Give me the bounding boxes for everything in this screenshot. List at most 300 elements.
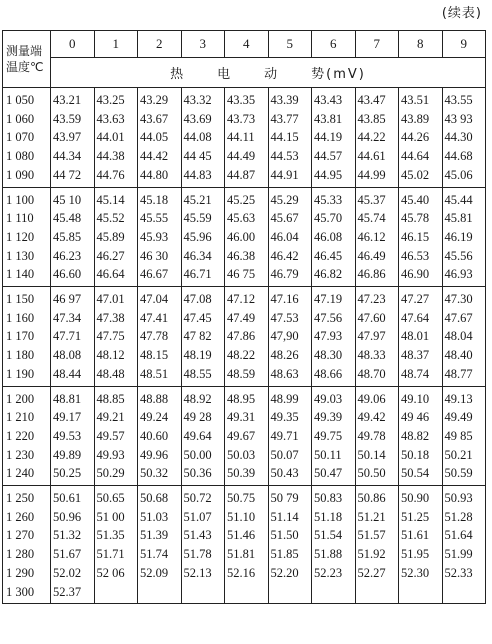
emf-value: 48.37 xyxy=(401,348,430,363)
emf-value: 51.07 xyxy=(183,509,212,524)
emf-value: 51.57 xyxy=(357,528,386,543)
emf-column-cell xyxy=(312,386,356,486)
emf-value: 45.21 xyxy=(183,192,212,207)
temperature-cell xyxy=(3,88,51,188)
emf-column-cell xyxy=(94,187,138,287)
emf-value: 47.41 xyxy=(140,310,169,325)
emf-value xyxy=(445,583,486,602)
emf-value: 52.13 xyxy=(183,565,212,580)
emf-column-cell xyxy=(51,88,95,188)
emf-value: 45.70 xyxy=(314,211,343,226)
emf-value: 43 93 xyxy=(444,111,473,126)
temperature-value: 1 110 xyxy=(6,211,34,226)
emf-value: 46.45 xyxy=(314,248,343,263)
emf-value: 47.67 xyxy=(444,310,473,325)
emf-value: 47.04 xyxy=(140,292,169,307)
emf-value: 43.55 xyxy=(444,93,473,107)
temperature-value: 1 200 xyxy=(6,391,35,406)
temperature-value: 1 070 xyxy=(6,130,35,145)
emf-value: 46.90 xyxy=(401,267,430,282)
emf-value: 51.25 xyxy=(401,509,430,524)
emf-value: 44.68 xyxy=(444,149,473,164)
emf-value: 45.85 xyxy=(53,229,82,244)
emf-value: 43.67 xyxy=(140,111,169,126)
emf-value: 46.64 xyxy=(96,267,125,282)
emf-column-cell xyxy=(442,287,486,387)
emf-value: 50.39 xyxy=(227,466,256,481)
emf-value: 49.53 xyxy=(53,428,82,443)
emf-value: 51.28 xyxy=(444,509,473,524)
emf-column-cell xyxy=(312,486,356,604)
emf-value: 50.50 xyxy=(357,466,386,481)
temperature-value: 1 250 xyxy=(6,491,35,506)
emf-value: 49.42 xyxy=(357,410,386,425)
emf-value: 51.46 xyxy=(227,528,256,543)
emf-value: 51.95 xyxy=(401,547,430,562)
emf-value: 45.06 xyxy=(444,167,473,182)
emf-value: 49.21 xyxy=(96,410,125,425)
emf-value: 48.85 xyxy=(96,391,125,406)
emf-column-cell xyxy=(94,287,138,387)
emf-column-cell xyxy=(225,88,269,188)
emf-value: 46 75 xyxy=(227,267,256,282)
emf-column-cell xyxy=(442,386,486,486)
emf-value: 49.64 xyxy=(183,428,212,443)
emf-value: 48.40 xyxy=(444,348,473,363)
emf-column-cell xyxy=(138,187,182,287)
emf-value: 49.67 xyxy=(227,428,256,443)
emf-value: 43.85 xyxy=(357,111,386,126)
emf-value: 48.92 xyxy=(183,391,212,406)
emf-value xyxy=(271,583,312,602)
emf-value xyxy=(314,583,355,602)
emf-value: 47.78 xyxy=(140,329,169,344)
emf-value: 44.53 xyxy=(270,149,299,164)
emf-value: 50.93 xyxy=(444,491,473,506)
emf-value: 45.63 xyxy=(227,211,256,226)
emf-column-cell xyxy=(225,187,269,287)
emf-column-cell xyxy=(225,386,269,486)
temperature-value: 1 050 xyxy=(6,93,35,107)
row-header-line1: 测量端 xyxy=(6,44,43,58)
emf-value: 46.86 xyxy=(357,267,386,282)
emf-value: 49.96 xyxy=(140,447,169,462)
emf-value: 47.86 xyxy=(227,329,256,344)
emf-value: 45.37 xyxy=(357,192,386,207)
emf-column-cell xyxy=(181,187,225,287)
emf-value: 44 72 xyxy=(53,167,82,182)
column-header-3: 3 xyxy=(181,31,225,58)
emf-value: 47.56 xyxy=(314,310,343,325)
emf-value: 49.03 xyxy=(314,391,343,406)
emf-value: 49 28 xyxy=(183,410,212,425)
emf-column-cell xyxy=(442,88,486,188)
emf-value: 51.85 xyxy=(270,547,299,562)
emf-column-cell xyxy=(355,486,399,604)
emf-value: 51.61 xyxy=(401,528,430,543)
emf-value: 51.71 xyxy=(96,547,125,562)
emf-column-cell xyxy=(312,88,356,188)
emf-value: 48.51 xyxy=(140,366,169,381)
emf-value: 44 45 xyxy=(183,149,212,164)
emf-value: 51.21 xyxy=(357,509,386,524)
emf-value: 44.61 xyxy=(357,149,386,164)
emf-column-cell xyxy=(355,287,399,387)
emf-value: 46.19 xyxy=(444,229,473,244)
emf-value: 47.75 xyxy=(96,329,125,344)
table-row-group xyxy=(3,88,486,188)
emf-value: 47.19 xyxy=(314,292,343,307)
emf-value: 47,90 xyxy=(270,329,299,344)
emf-value: 46.79 xyxy=(270,267,299,282)
emf-value: 45.25 xyxy=(227,192,256,207)
emf-value: 43.69 xyxy=(183,111,212,126)
emf-value: 48.81 xyxy=(53,391,82,406)
emf-column-cell xyxy=(442,187,486,287)
emf-value: 43.81 xyxy=(314,111,343,126)
emf-value: 43.43 xyxy=(314,93,343,107)
emf-column-cell xyxy=(268,386,312,486)
temperature-value: 1 150 xyxy=(6,292,35,307)
temperature-value: 1 130 xyxy=(6,248,35,263)
emf-value: 47.71 xyxy=(53,329,82,344)
emf-value: 52.16 xyxy=(227,565,256,580)
emf-value: 44.83 xyxy=(183,167,212,182)
emf-value xyxy=(184,583,225,602)
emf-value: 52.30 xyxy=(401,565,430,580)
emf-value: 50.65 xyxy=(96,491,125,506)
column-header-9: 9 xyxy=(442,31,486,58)
emf-value: 45.29 xyxy=(270,192,299,207)
emf-column-cell xyxy=(51,386,95,486)
emf-value: 49.17 xyxy=(53,410,82,425)
emf-value: 48.74 xyxy=(401,366,430,381)
emf-value: 51 00 xyxy=(96,509,125,524)
emf-value: 48.77 xyxy=(444,366,473,381)
emf-value: 51.18 xyxy=(314,509,343,524)
emf-value: 50.18 xyxy=(401,447,430,462)
unit-part: 电 xyxy=(217,67,233,83)
temperature-value: 1 220 xyxy=(6,428,35,443)
emf-value: 45.40 xyxy=(401,192,430,207)
emf-value: 49.57 xyxy=(96,428,125,443)
emf-value: 51.10 xyxy=(227,509,256,524)
table-row-group xyxy=(3,187,486,287)
emf-value: 46.27 xyxy=(96,248,125,263)
emf-value: 48.44 xyxy=(53,366,82,381)
emf-value: 50.83 xyxy=(314,491,343,506)
emf-value: 44.15 xyxy=(270,130,299,145)
emf-value: 48.82 xyxy=(401,428,430,443)
emf-value: 43.29 xyxy=(140,93,169,107)
emf-value: 49.10 xyxy=(401,391,430,406)
emf-value: 49.75 xyxy=(314,428,343,443)
emf-value: 51.99 xyxy=(444,547,473,562)
emf-value: 50 79 xyxy=(270,491,299,506)
emf-value: 51.88 xyxy=(314,547,343,562)
emf-value: 50.25 xyxy=(53,466,82,481)
emf-column-cell xyxy=(51,486,95,604)
emf-value: 44.26 xyxy=(401,130,430,145)
emf-value: 48.12 xyxy=(96,348,125,363)
temperature-cell xyxy=(3,287,51,387)
temperature-value: 1 190 xyxy=(6,366,35,381)
temperature-value: 1 280 xyxy=(6,547,35,562)
emf-column-cell xyxy=(94,88,138,188)
emf-value: 45.14 xyxy=(96,192,125,207)
emf-value: 47.38 xyxy=(96,310,125,325)
emf-value: 51.03 xyxy=(140,509,169,524)
emf-value: 47.64 xyxy=(401,310,430,325)
emf-value: 45.78 xyxy=(401,211,430,226)
emf-value: 51.67 xyxy=(53,547,82,562)
emf-value: 44.22 xyxy=(357,130,386,145)
temperature-value: 1 080 xyxy=(6,149,35,164)
emf-value: 50.75 xyxy=(227,491,256,506)
emf-column-cell xyxy=(138,386,182,486)
emf-value: 47.16 xyxy=(270,292,299,307)
emf-value: 46.08 xyxy=(314,229,343,244)
emf-value: 46.12 xyxy=(357,229,386,244)
emf-value: 45.56 xyxy=(444,248,473,263)
emf-value: 44.19 xyxy=(314,130,343,145)
emf-value: 45.59 xyxy=(183,211,212,226)
unit-label xyxy=(51,58,486,88)
emf-value: 45.74 xyxy=(357,211,386,226)
emf-value: 50.68 xyxy=(140,491,169,506)
emf-value: 45.02 xyxy=(401,167,430,182)
emf-column-cell xyxy=(268,287,312,387)
emf-column-cell xyxy=(181,88,225,188)
emf-value: 50.96 xyxy=(53,509,82,524)
emf-value: 52.20 xyxy=(270,565,299,580)
temperature-value: 1 270 xyxy=(6,528,35,543)
emf-value: 48.99 xyxy=(270,391,299,406)
emf-value: 49.24 xyxy=(140,410,169,425)
emf-value: 45.52 xyxy=(96,211,125,226)
emf-value: 46.67 xyxy=(140,267,169,282)
emf-column-cell xyxy=(138,287,182,387)
emf-value: 44.64 xyxy=(401,149,430,164)
emf-value: 50.29 xyxy=(96,466,125,481)
emf-value: 47.49 xyxy=(227,310,256,325)
emf-value: 44.87 xyxy=(227,167,256,182)
emf-value: 47.45 xyxy=(183,310,212,325)
emf-column-cell xyxy=(355,187,399,287)
emf-value: 45.67 xyxy=(270,211,299,226)
emf-value: 50.72 xyxy=(183,491,212,506)
emf-value: 46.93 xyxy=(444,267,473,282)
emf-column-cell xyxy=(138,486,182,604)
emf-column-cell xyxy=(268,187,312,287)
emf-value: 43.21 xyxy=(53,93,82,107)
emf-value: 50.59 xyxy=(444,466,473,481)
column-header-7: 7 xyxy=(355,31,399,58)
emf-value: 46.23 xyxy=(53,248,82,263)
emf-value: 50.14 xyxy=(357,447,386,462)
emf-value: 47.97 xyxy=(357,329,386,344)
emf-value: 43.51 xyxy=(401,93,430,107)
emf-column-cell xyxy=(442,486,486,604)
emf-value: 48.59 xyxy=(227,366,256,381)
emf-column-cell xyxy=(51,287,95,387)
emf-value: 52.33 xyxy=(444,565,473,580)
temperature-cell xyxy=(3,386,51,486)
emf-value: 50.54 xyxy=(401,466,430,481)
emf-column-cell xyxy=(399,187,443,287)
emf-value: 49.49 xyxy=(444,410,473,425)
emf-value: 47.60 xyxy=(357,310,386,325)
emf-column-cell xyxy=(312,287,356,387)
emf-value: 50.21 xyxy=(444,447,473,462)
row-header-label xyxy=(3,31,51,88)
emf-value: 43.77 xyxy=(270,111,299,126)
emf-column-cell xyxy=(355,386,399,486)
emf-value xyxy=(401,583,442,602)
emf-value: 50.32 xyxy=(140,466,169,481)
unit-part: 热 xyxy=(170,67,186,83)
emf-value: 46.82 xyxy=(314,267,343,282)
temperature-value: 1 230 xyxy=(6,447,35,462)
emf-value: 44.49 xyxy=(227,149,256,164)
emf-column-cell xyxy=(399,88,443,188)
emf-value: 49.78 xyxy=(357,428,386,443)
emf-value: 50.07 xyxy=(270,447,299,462)
emf-value: 43.32 xyxy=(183,93,212,107)
emf-value: 52.02 xyxy=(53,565,82,580)
temperature-value: 1 210 xyxy=(6,410,35,425)
emf-value: 49.13 xyxy=(444,391,473,406)
emf-value: 49.93 xyxy=(96,447,125,462)
emf-value: 51.74 xyxy=(140,547,169,562)
unit-part: 动 xyxy=(264,67,280,83)
emf-value: 46.42 xyxy=(270,248,299,263)
row-header-line2: 温度℃ xyxy=(6,60,44,74)
emf-value: 44.99 xyxy=(357,167,386,182)
emf-value: 52.23 xyxy=(314,565,343,580)
emf-value: 44.80 xyxy=(140,167,169,182)
temperature-value: 1 180 xyxy=(6,348,35,363)
emf-value: 46.34 xyxy=(183,248,212,263)
emf-value: 44.42 xyxy=(140,149,169,164)
temperature-value: 1 240 xyxy=(6,466,35,481)
emf-value: 48.22 xyxy=(227,348,256,363)
emf-value: 43.73 xyxy=(227,111,256,126)
emf-value: 47 82 xyxy=(183,329,212,344)
emf-value: 44.76 xyxy=(96,167,125,182)
emf-value: 52.37 xyxy=(53,584,82,599)
emf-value: 46.38 xyxy=(227,248,256,263)
unit-part: 势(mV) xyxy=(311,67,366,83)
table-row-group xyxy=(3,287,486,387)
table-row-group xyxy=(3,386,486,486)
emf-value: 43.39 xyxy=(270,93,299,107)
emf-value: 50.90 xyxy=(401,491,430,506)
emf-value: 46.71 xyxy=(183,267,212,282)
emf-value: 44.08 xyxy=(183,130,212,145)
emf-value: 48.66 xyxy=(314,366,343,381)
emf-value: 44.57 xyxy=(314,149,343,164)
emf-value: 45.81 xyxy=(444,211,473,226)
emf-value: 45 10 xyxy=(53,192,82,207)
temperature-value: 1 160 xyxy=(6,310,35,325)
emf-value: 50.03 xyxy=(227,447,256,462)
emf-value: 44.30 xyxy=(444,130,473,145)
emf-value: 44.38 xyxy=(96,149,125,164)
emf-value: 48.01 xyxy=(401,329,430,344)
emf-value: 48.48 xyxy=(96,366,125,381)
emf-value xyxy=(140,583,181,602)
emf-value: 52.27 xyxy=(357,565,386,580)
temperature-value: 1 140 xyxy=(6,267,35,282)
emf-value: 50.11 xyxy=(314,447,342,462)
temperature-value: 1 090 xyxy=(6,167,35,182)
temperature-cell xyxy=(3,486,51,604)
emf-value: 47.23 xyxy=(357,292,386,307)
emf-value: 51.39 xyxy=(140,528,169,543)
emf-column-cell xyxy=(312,187,356,287)
emf-column-cell xyxy=(268,88,312,188)
thermocouple-table xyxy=(2,30,486,604)
emf-column-cell xyxy=(51,187,95,287)
emf-value: 46 97 xyxy=(53,292,82,307)
emf-column-cell xyxy=(94,386,138,486)
emf-value: 43.35 xyxy=(227,93,256,107)
emf-column-cell xyxy=(268,486,312,604)
emf-value: 50.36 xyxy=(183,466,212,481)
emf-column-cell xyxy=(181,486,225,604)
unit-row xyxy=(3,58,486,88)
emf-value: 46.00 xyxy=(227,229,256,244)
emf-value: 45.89 xyxy=(96,229,125,244)
temperature-value: 1 060 xyxy=(6,111,35,126)
emf-value: 46.15 xyxy=(401,229,430,244)
temperature-value: 1 100 xyxy=(6,192,35,207)
emf-value: 43.97 xyxy=(53,130,82,145)
emf-value: 48.30 xyxy=(314,348,343,363)
emf-column-cell xyxy=(225,486,269,604)
emf-value: 40.60 xyxy=(140,428,169,443)
emf-column-cell xyxy=(399,486,443,604)
emf-value: 52 06 xyxy=(96,565,125,580)
temperature-value: 1 290 xyxy=(6,565,35,580)
emf-value: 43.63 xyxy=(96,111,125,126)
emf-value: 49.39 xyxy=(314,410,343,425)
emf-value: 51.50 xyxy=(270,528,299,543)
emf-column-cell xyxy=(399,287,443,387)
emf-value: 45.96 xyxy=(183,229,212,244)
emf-value: 44.01 xyxy=(96,130,125,145)
emf-value: 51.92 xyxy=(357,547,386,562)
emf-value: 48.26 xyxy=(270,348,299,363)
column-header-6: 6 xyxy=(312,31,356,58)
emf-value: 43.89 xyxy=(401,111,430,126)
emf-value: 48.04 xyxy=(444,329,473,344)
column-header-2: 2 xyxy=(138,31,182,58)
emf-value: 51.64 xyxy=(444,528,473,543)
temperature-value: 1 120 xyxy=(6,229,35,244)
emf-value: 46.04 xyxy=(270,229,299,244)
emf-value: 47.27 xyxy=(401,292,430,307)
emf-value: 51.81 xyxy=(227,547,256,562)
emf-value: 52.09 xyxy=(140,565,169,580)
emf-value: 45.48 xyxy=(53,211,82,226)
emf-value: 48.15 xyxy=(140,348,169,363)
emf-column-cell xyxy=(138,88,182,188)
emf-value: 44.91 xyxy=(270,167,299,182)
emf-value: 49.31 xyxy=(227,410,256,425)
temperature-cell xyxy=(3,187,51,287)
